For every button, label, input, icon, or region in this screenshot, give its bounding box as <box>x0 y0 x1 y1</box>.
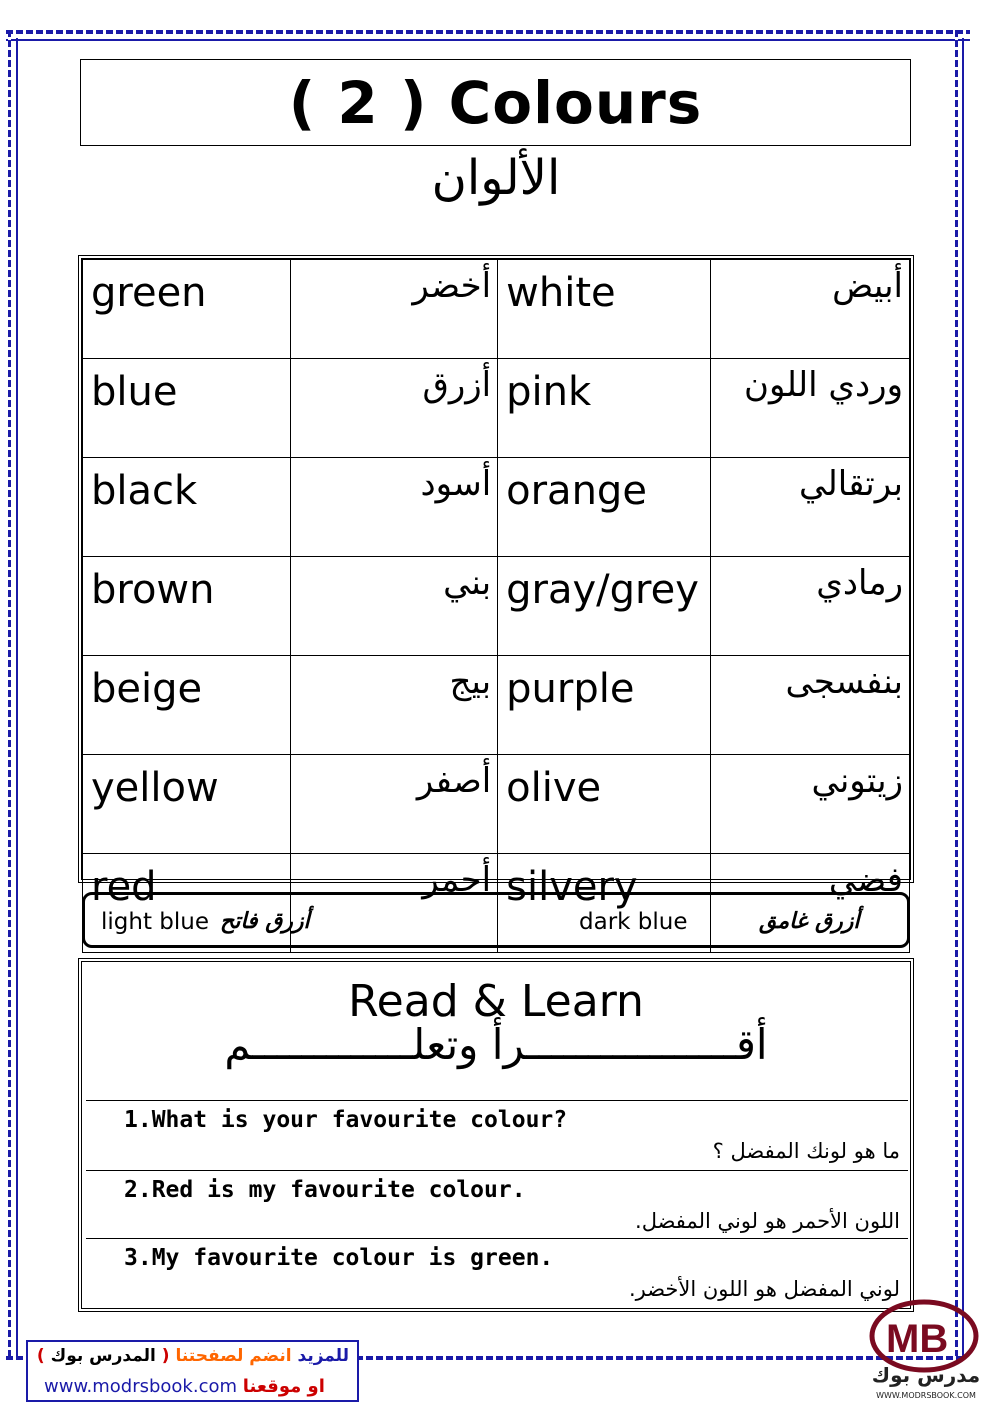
arabic-word: زيتوني <box>710 755 909 854</box>
english-word: red <box>83 854 291 953</box>
english-word: brown <box>83 557 291 656</box>
english-word: black <box>83 458 291 557</box>
logo-letters: MB <box>886 1317 949 1361</box>
english-word: olive <box>498 755 711 854</box>
arabic-word: وردي اللون <box>710 359 909 458</box>
arabic-word: أحمر <box>291 854 498 953</box>
arabic-word: أزرق <box>291 359 498 458</box>
read-learn-title-arabic: أقـــــــــــــــــرأ وتعلـــــــــــــم <box>224 1020 768 1069</box>
question-en: 2.Red is my favourite colour. <box>124 1177 526 1203</box>
footer-url[interactable]: www.modrsbook.com <box>44 1376 238 1397</box>
light-blue-ar: أزرق فاتح <box>220 909 310 934</box>
question-row <box>86 1100 908 1170</box>
question-en: 3.My favourite colour is green. <box>124 1245 554 1271</box>
arabic-word: أسود <box>291 458 498 557</box>
page-border-right <box>955 30 958 1360</box>
footer-or-site: او موقعنا <box>242 1376 325 1397</box>
footer-join-text: للمزيد انضم لصفحتنا ( المدرس بوك ) <box>36 1346 349 1366</box>
read-learn-title: Read & Learn <box>348 976 644 1027</box>
english-word: pink <box>498 359 711 458</box>
vocab-row <box>83 458 910 557</box>
shades-box <box>82 892 910 948</box>
footer-url-line <box>44 1376 325 1397</box>
vocab-row <box>83 359 910 458</box>
english-word: blue <box>83 359 291 458</box>
arabic-word: بيج <box>291 656 498 755</box>
page-border-top-inner <box>6 39 970 41</box>
page-border-top <box>6 30 970 34</box>
logo-site: WWW.MODRSBOOK.COM <box>876 1391 976 1400</box>
english-word: yellow <box>83 755 291 854</box>
arabic-word: فضي <box>710 854 909 953</box>
question-row <box>86 1170 908 1238</box>
arabic-word: أبيض <box>710 260 909 359</box>
dark-blue-ar: أزرق غامق <box>759 909 860 934</box>
title-box <box>80 59 911 146</box>
english-word: white <box>498 260 711 359</box>
vocab-row <box>83 656 910 755</box>
page-border-left-inner <box>16 38 18 1358</box>
question-ar: لوني المفضل هو اللون الأخضر. <box>628 1277 900 1301</box>
english-word: silvery <box>498 854 711 953</box>
english-word: orange <box>498 458 711 557</box>
logo-name: مدرس بوك <box>871 1363 981 1387</box>
english-word: gray/grey <box>498 557 711 656</box>
vocab-row <box>83 260 910 359</box>
question-en: 1.What is your favourite colour? <box>124 1107 568 1133</box>
read-and-learn-box <box>78 958 914 1312</box>
page-border-right-inner <box>962 38 964 1358</box>
arabic-word: بني <box>291 557 498 656</box>
vocabulary-table <box>78 255 914 910</box>
english-word: green <box>83 260 291 359</box>
vocab-row <box>83 557 910 656</box>
question-ar: ما هو لونك المفضل ؟ <box>712 1139 900 1163</box>
question-ar: اللون الأحمر هو لوني المفضل. <box>635 1209 900 1233</box>
english-word: beige <box>83 656 291 755</box>
vocab-row <box>83 755 910 854</box>
arabic-word: برتقالي <box>710 458 909 557</box>
english-word: purple <box>498 656 711 755</box>
footer-box <box>26 1340 359 1402</box>
question-row <box>86 1238 908 1306</box>
page-border-left <box>8 30 11 1360</box>
page-title-arabic: الألوان <box>431 150 561 206</box>
arabic-word: بنفسجى <box>710 656 909 755</box>
modrsbook-logo <box>866 1294 986 1402</box>
dark-blue-en: dark blue <box>579 909 688 935</box>
arabic-word: أخضر <box>291 260 498 359</box>
light-blue-en: light blue <box>101 909 210 935</box>
arabic-word: رمادي <box>710 557 909 656</box>
page-title: ( 2 ) Colours <box>288 68 703 137</box>
arabic-word: أصفر <box>291 755 498 854</box>
